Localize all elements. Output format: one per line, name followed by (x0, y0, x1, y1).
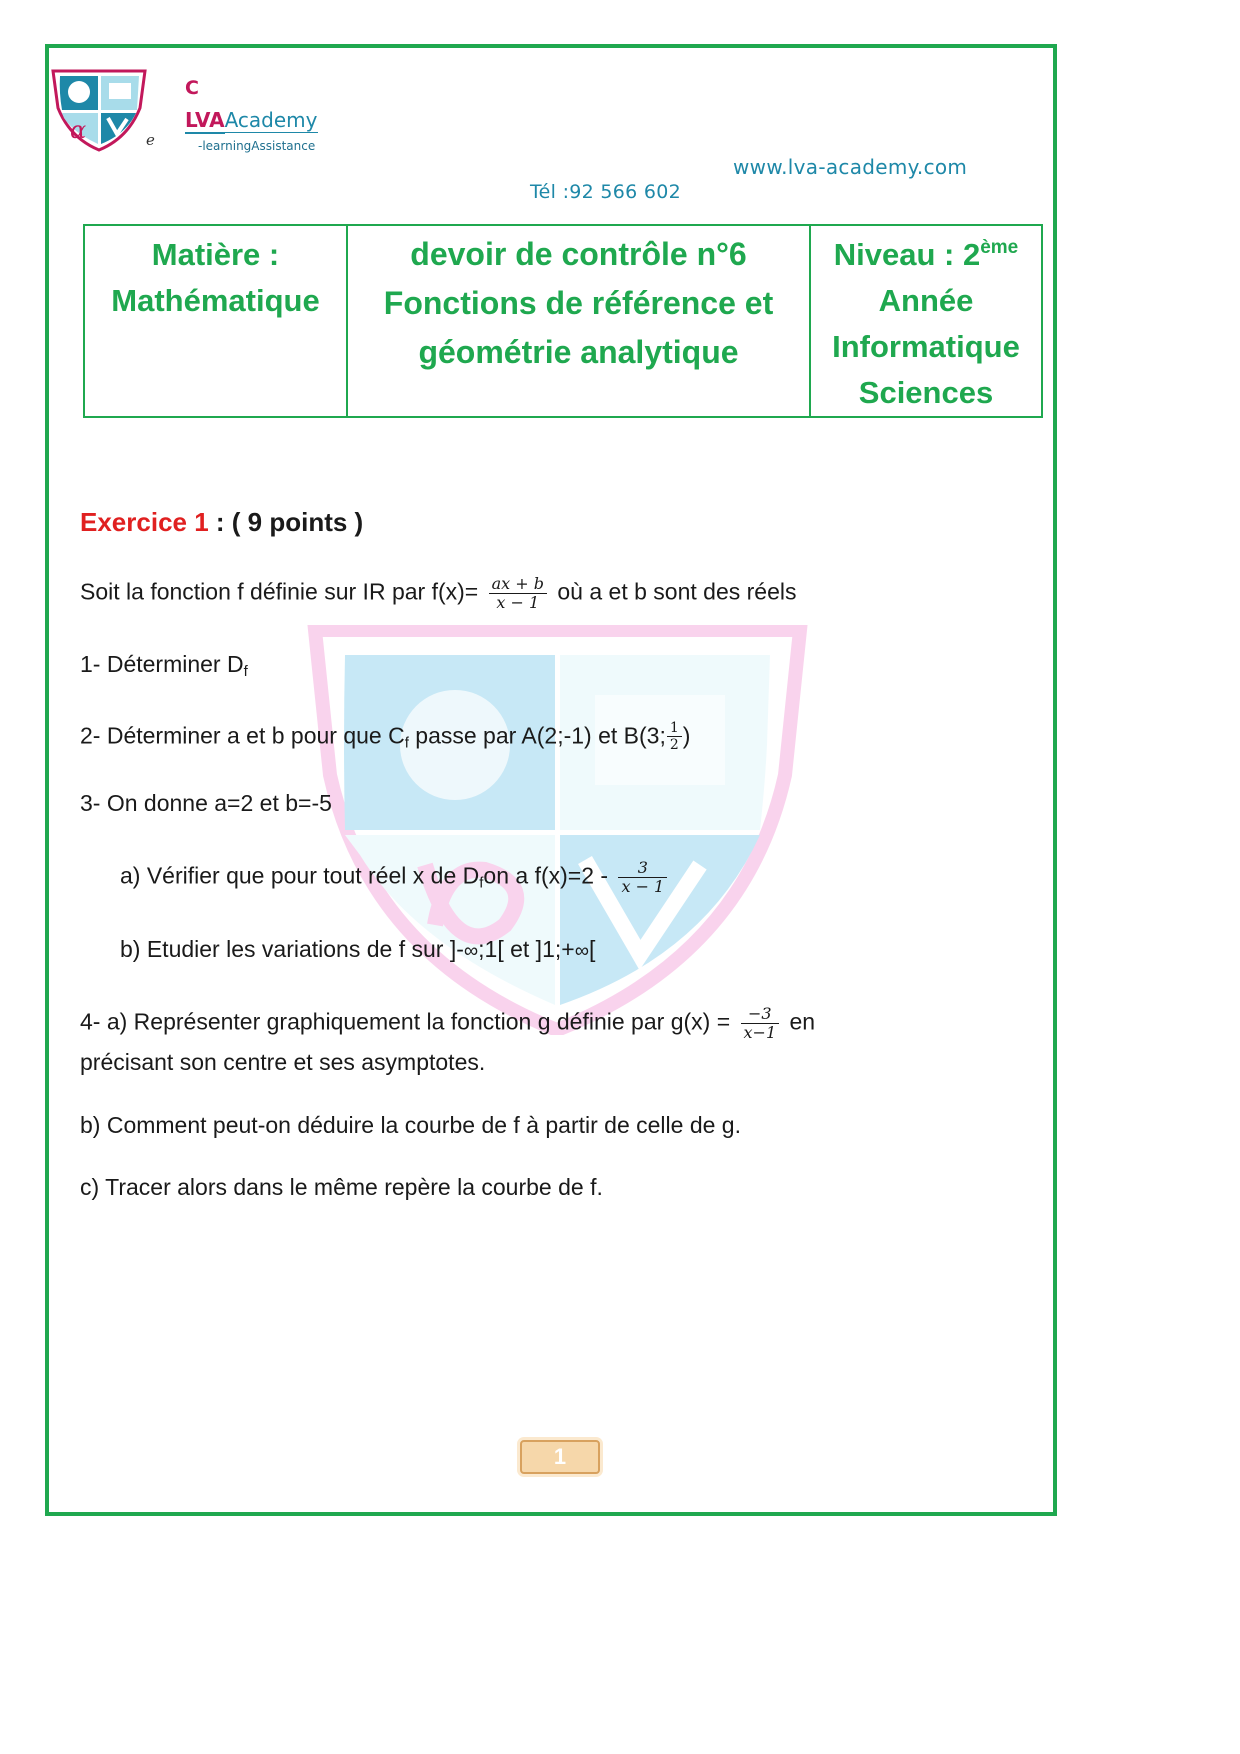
q4a-fraction (741, 1005, 780, 1042)
q2-frac-den: 2 (669, 737, 679, 754)
brand-academy: Academy (224, 108, 318, 132)
q2-sub: f (404, 734, 409, 752)
level-line-1 (811, 232, 1041, 278)
level-line-3: Informatique (832, 329, 1020, 364)
q2-frac-num: 1 (667, 721, 682, 737)
level-cell (810, 225, 1042, 417)
q4a-pre: 4- a) Représenter graphiquement la fonction g définie par g(x) = (80, 1008, 731, 1035)
exercise-title (80, 507, 363, 538)
subject-cell (84, 225, 347, 417)
q3a-frac-num: 3 (618, 859, 667, 878)
title-line-1: devoir de contrôle n°6 (410, 236, 747, 272)
question-4a (80, 1005, 815, 1042)
level-label: Niveau : 2 (833, 237, 981, 272)
q3a-fraction (618, 859, 667, 896)
svg-text:α: α (70, 116, 87, 144)
q3b-post: [ (588, 936, 596, 962)
page-number-badge: 1 (520, 1440, 600, 1474)
intro-pre: Soit la fonction f définie sur IR par f(x)= (80, 578, 479, 605)
q4a-frac-num: −3 (741, 1005, 780, 1024)
exercise-number: Exercice 1 (80, 507, 209, 537)
header-table (83, 224, 1043, 418)
question-2 (80, 721, 690, 753)
title-line-2: Fonctions de référence et (383, 285, 774, 321)
question-1 (80, 651, 248, 680)
question-3: 3- On donne a=2 et b=-5 (80, 790, 332, 816)
q4a-frac-den: x−1 (743, 1022, 777, 1042)
exercise-points: : ( 9 points ) (208, 507, 364, 537)
level-line-2: Année (878, 283, 974, 318)
lva-academy-logo-icon (50, 68, 148, 152)
q2-mid: passe par A(2;-1) et B(3; (408, 722, 666, 749)
level-sup: ème (980, 237, 1019, 258)
question-3a (120, 859, 671, 896)
question-4c: c) Tracer alors dans le même repère la courbe de f. (80, 1174, 603, 1200)
q3a-sub: f (479, 874, 484, 892)
q2-post: ) (682, 722, 691, 749)
subject-value: Mathématique (111, 283, 320, 318)
q1-sub: f (243, 663, 248, 680)
watermark-shield-icon (305, 625, 810, 1035)
q3a-frac-den: x − 1 (621, 876, 665, 896)
brand-c-letter: C (185, 77, 199, 99)
q2-pre: 2- Déterminer a et b pour que C (80, 722, 405, 749)
q3b-mid: ;1[ et ]1;+ (478, 936, 575, 962)
website-link[interactable]: www.lva-academy.com (733, 155, 968, 179)
q3b-pre: b) Etudier les variations de f sur ]- (120, 936, 464, 962)
intro-frac-num: ax + b (489, 575, 547, 594)
q2-fraction (667, 721, 682, 753)
intro-frac-den: x − 1 (496, 592, 540, 612)
intro-line (80, 575, 797, 612)
q4a-post: en (789, 1008, 816, 1035)
question-4b: b) Comment peut-on déduire la courbe de f à partir de celle de g. (80, 1112, 741, 1138)
level-line-4: Sciences (858, 375, 994, 410)
q1-text: 1- Déterminer D (80, 651, 244, 677)
title-line-3: géométrie analytique (418, 334, 739, 370)
q3b-infinity-2: ∞ (574, 940, 589, 962)
q3a-pre: a) Vérifier que pour tout réel x de D (120, 862, 480, 889)
title-cell (347, 225, 810, 417)
brand-name (185, 108, 318, 132)
question-3b (120, 936, 595, 963)
brand-lva: LVA (185, 108, 225, 132)
logo-e-letter: e (146, 131, 155, 149)
phone-number: Tél :92 566 602 (530, 181, 682, 203)
intro-fraction (489, 575, 547, 612)
subject-label: Matière : (151, 237, 280, 272)
brand-tagline: -learningAssistance (198, 139, 316, 153)
q3a-mid: on a f(x)=2 - (483, 862, 609, 889)
question-4a-line-2: précisant son centre et ses asymptotes. (80, 1049, 486, 1075)
intro-post: où a et b sont des réels (557, 578, 797, 605)
q3b-infinity-1: ∞ (463, 940, 479, 962)
